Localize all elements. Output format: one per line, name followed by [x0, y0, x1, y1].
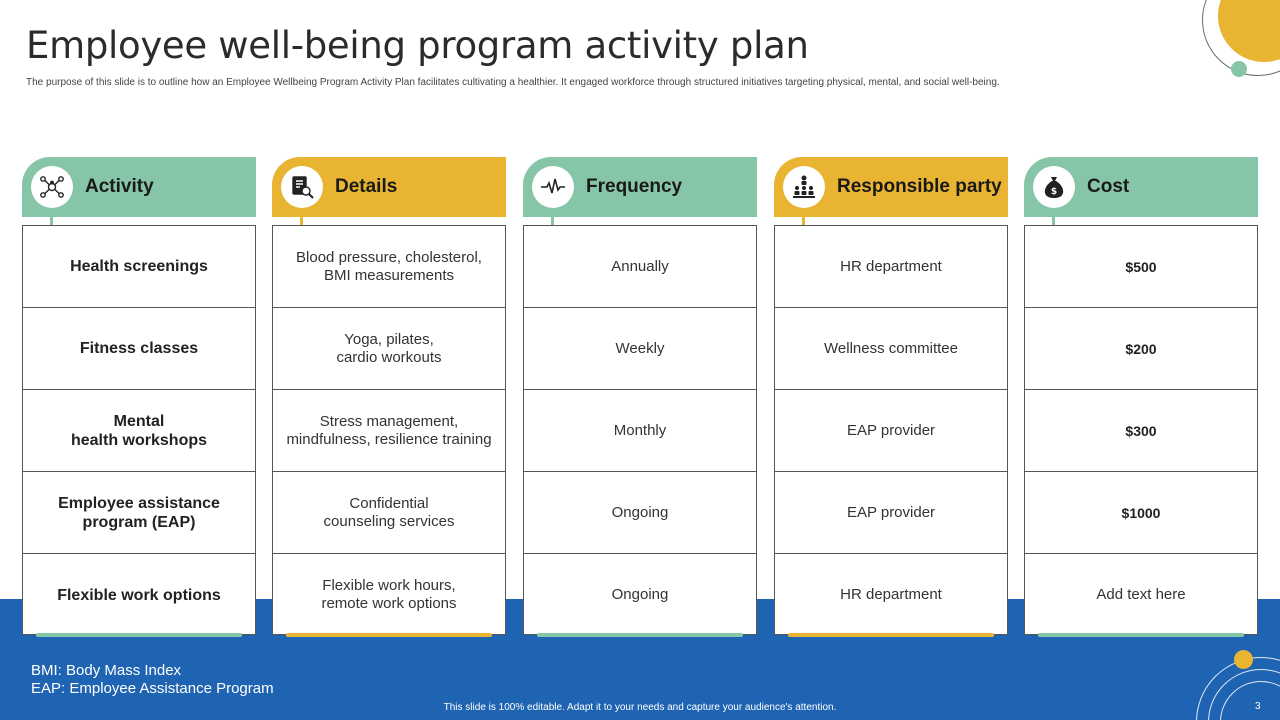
column-body — [22, 225, 256, 635]
abbreviation-note: EAP: Employee Assistance Program — [31, 680, 274, 697]
table-cell: Stress management, mindfulness, resilience training — [273, 390, 505, 472]
column-header-label: Frequency — [586, 176, 683, 197]
column-frequency — [523, 157, 757, 603]
document-search-icon — [281, 166, 323, 208]
table-cell: Flexible work hours, remote work options — [321, 577, 457, 612]
table-cell: $300 — [1025, 390, 1257, 472]
team-hierarchy-icon — [783, 166, 825, 208]
network-people-icon — [31, 166, 73, 208]
money-bag-icon — [1033, 166, 1075, 208]
table-cell-placeholder[interactable]: Add text here — [1096, 586, 1186, 603]
table-cell: $1000 — [1025, 472, 1257, 554]
table-cell: EAP provider — [775, 390, 1007, 472]
table-cell: HR department — [840, 586, 942, 603]
table-cell: Health screenings — [23, 226, 255, 308]
table-cell: Mental health workshops — [23, 390, 255, 472]
heartbeat-icon — [532, 166, 574, 208]
column-underline — [537, 633, 743, 637]
column-body — [272, 225, 506, 635]
column-underline — [788, 633, 994, 637]
page-number: 3 — [1255, 701, 1261, 712]
table-cell: $200 — [1025, 308, 1257, 390]
column-body — [523, 225, 757, 635]
table-cell: HR department — [775, 226, 1007, 308]
decorative-dot — [1234, 650, 1253, 669]
table-cell: Yoga, pilates, cardio workouts — [273, 308, 505, 390]
column-cost — [1024, 157, 1258, 603]
table-cell: Ongoing — [524, 472, 756, 554]
column-underline — [286, 633, 492, 637]
table-cell: Monthly — [524, 390, 756, 472]
column-header — [1024, 157, 1258, 217]
column-body — [774, 225, 1008, 635]
column-header-label: Activity — [85, 176, 154, 197]
column-underline — [1038, 633, 1244, 637]
table-cell: Annually — [524, 226, 756, 308]
column-header — [774, 157, 1008, 217]
column-header-label: Details — [335, 176, 398, 197]
table-cell: Weekly — [524, 308, 756, 390]
page-subtitle: The purpose of this slide is to outline how an Employee Wellbeing Program Activity Plan facilitates cultivating a healthier. It engaged workforce through structured initiatives targeting physical, mental, and social well-being. — [26, 77, 1000, 88]
table-cell: $500 — [1025, 226, 1257, 308]
footer-text: This slide is 100% editable. Adapt it to your needs and capture your audience's attention. — [443, 702, 837, 713]
table-cell: Flexible work options — [57, 586, 221, 604]
svg-text:$: $ — [1050, 187, 1058, 197]
column-body — [1024, 225, 1258, 635]
abbreviation-note: BMI: Body Mass Index — [31, 662, 182, 679]
column-header — [523, 157, 757, 217]
table-cell: Wellness committee — [775, 308, 1007, 390]
table-cell: Confidential counseling services — [273, 472, 505, 554]
column-details — [272, 157, 506, 612]
table-cell: Fitness classes — [23, 308, 255, 390]
decorative-dot — [1231, 61, 1247, 77]
column-header-label: Responsible party — [837, 176, 1002, 197]
column-underline — [36, 633, 242, 637]
table-cell: Ongoing — [611, 586, 669, 603]
column-activity — [22, 157, 256, 604]
table-cell: Blood pressure, cholesterol, BMI measurements — [273, 226, 505, 308]
table-cell: Employee assistance program (EAP) — [23, 472, 255, 554]
column-header-label: Cost — [1087, 176, 1130, 197]
table-cell: EAP provider — [775, 472, 1007, 554]
column-header — [272, 157, 506, 217]
column-header — [22, 157, 256, 217]
column-responsible-party — [774, 157, 1008, 603]
page-title: Employee well-being program activity plan — [26, 24, 809, 67]
